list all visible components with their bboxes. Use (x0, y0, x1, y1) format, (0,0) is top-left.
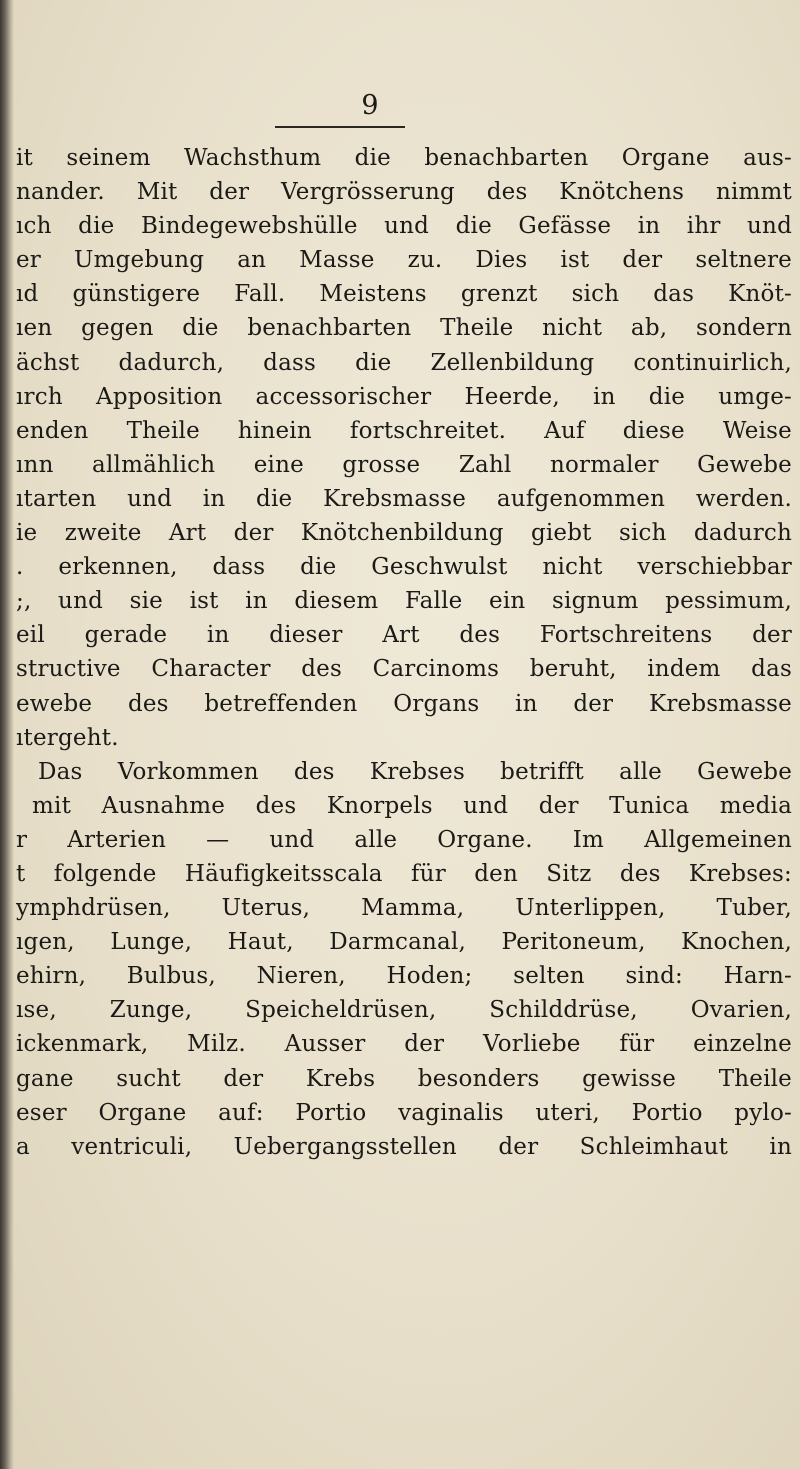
text-line: ;, und sie ist in diesem Falle ein signum pessimum, (16, 588, 792, 615)
text-line: eil gerade in dieser Art des Fortschreitens der (16, 622, 792, 649)
text-line: ächst dadurch, dass die Zellenbildung continuirlich, (16, 349, 792, 376)
text-line: er Umgebung an Masse zu. Dies ist der seltnere (16, 247, 792, 274)
text-line: ewebe des betreffenden Organs in der Krebsmasse (16, 690, 792, 717)
text-line: ıgen, Lunge, Haut, Darmcanal, Peritoneum, Knochen, (16, 929, 792, 956)
text-line: nander. Mit der Vergrösserung des Knötchens nimmt (16, 179, 792, 206)
text-line: ıch die Bindegewebshülle und die Gefässe in ihr und (16, 213, 792, 240)
header-rule (275, 126, 405, 128)
text-line: ymphdrüsen, Uterus, Mamma, Unterlippen, Tuber, (16, 895, 792, 922)
text-line: r Arterien — und alle Organe. Im Allgemeinen (16, 826, 792, 853)
page-number: 9 (361, 90, 379, 121)
text-line: enden Theile hinein fortschreitet. Auf diese Weise (16, 417, 792, 444)
text-line: a ventriculi, Uebergangsstellen der Schleimhaut in (16, 1133, 792, 1160)
body-text (16, 141, 792, 1164)
text-line: ıen gegen die benachbarten Theile nicht ab, sondern (16, 315, 792, 342)
text-line: gane sucht der Krebs besonders gewisse Theile (16, 1065, 792, 1092)
text-line: . erkennen, dass die Geschwulst nicht verschiebbar (16, 554, 792, 581)
text-line: ıtarten und in die Krebsmasse aufgenommen werden. (16, 485, 792, 512)
text-line: eser Organe auf: Portio vaginalis uteri, Portio pylo- (16, 1099, 792, 1126)
text-line: it seinem Wachsthum die benachbarten Organe aus- (16, 145, 792, 171)
text-line: t folgende Häufigkeitsscala für den Sitz des Krebses: (16, 860, 792, 887)
text-line: structive Character des Carcinoms beruht, indem das (16, 656, 792, 683)
text-line: ınn allmählich eine grosse Zahl normaler Gewebe (16, 451, 792, 478)
text-line: ehirn, Bulbus, Nieren, Hoden; selten sind: Harn- (16, 963, 792, 990)
text-line: ırch Apposition accessorischer Heerde, in die umge- (16, 383, 792, 410)
text-line: ıd günstigere Fall. Meistens grenzt sich das Knöt- (16, 281, 792, 308)
text-line: ie zweite Art der Knötchenbildung giebt sich dadurch (16, 520, 792, 547)
text-line: ıse, Zunge, Speicheldrüsen, Schilddrüse, Ovarien, (16, 997, 792, 1024)
text-line: mit Ausnahme des Knorpels und der Tunica media (32, 792, 792, 819)
binding-gutter (0, 0, 14, 1469)
paragraph-end-line: ıtergeht. (16, 724, 119, 751)
text-line: ickenmark, Milz. Ausser der Vorliebe für einzelne (16, 1031, 792, 1058)
paragraph-start-line: Das Vorkommen des Krebses betrifft alle Gewebe (38, 758, 792, 785)
